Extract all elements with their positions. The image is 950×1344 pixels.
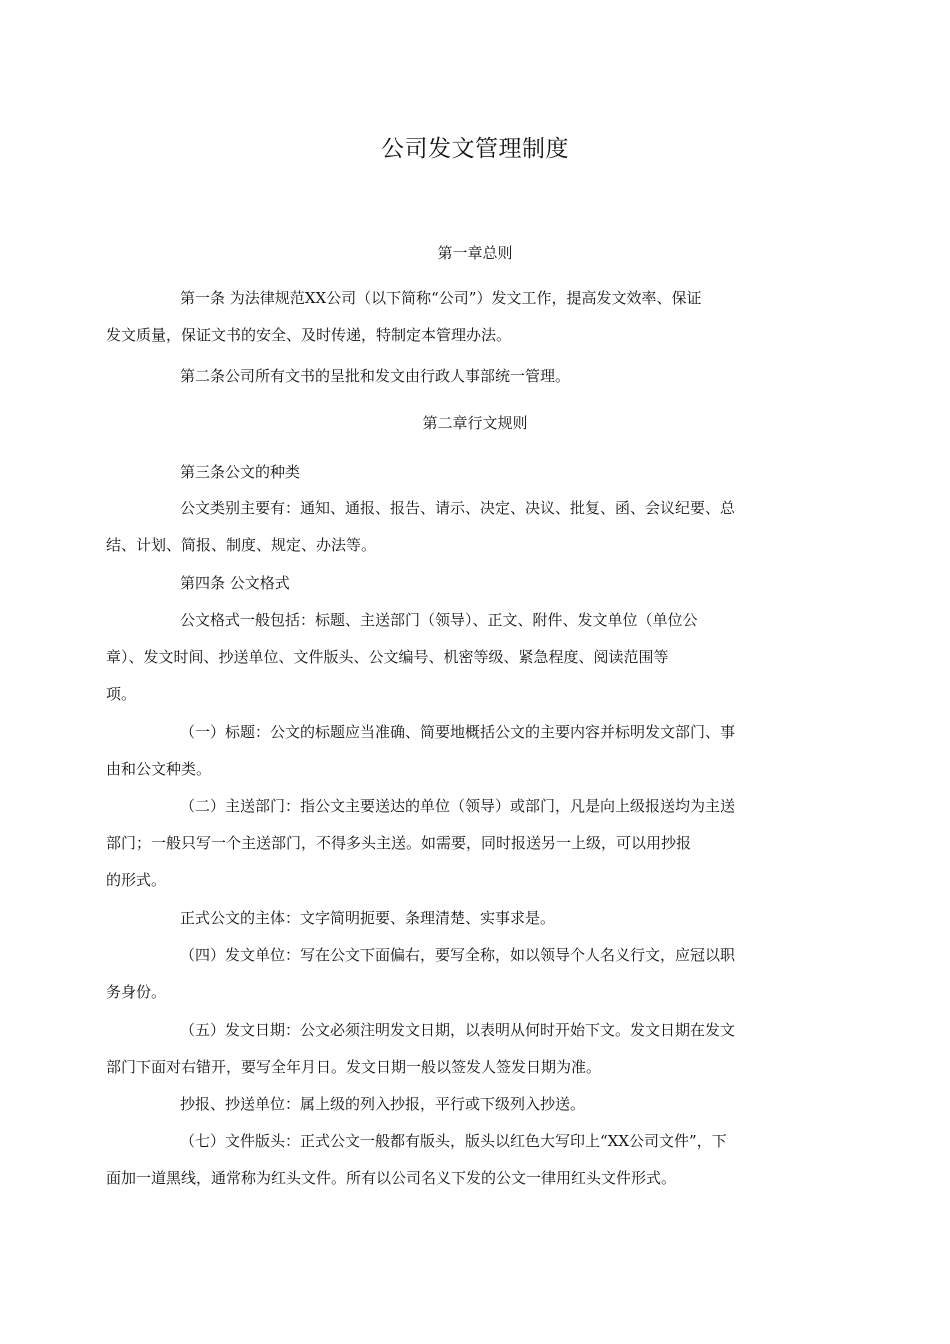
item-4-line-2: 务身份。 <box>106 983 167 1001</box>
item-2-line-1: （二）主送部门：指公文主要送达的单位（领导）或部门，凡是向上级报送均为主送 <box>180 797 736 815</box>
article-4 <box>143 565 815 602</box>
article-3 <box>143 454 815 491</box>
chapter-heading-2: 第二章行文规则 <box>422 414 528 432</box>
doc-types-line-1: 公文类别主要有：通知、通报、报告、请示、决定、决议、批复、函、会议纪要、总 <box>180 499 736 517</box>
article-2 <box>143 358 815 395</box>
item-1-line-1: （一）标题：公文的标题应当准确、简要地概括公文的主要内容并标明发文部门、事 <box>180 723 736 741</box>
item-5-line-1: （五）发文日期：公文必须注明发文日期，以表明从何时开始下文。发文日期在发文 <box>180 1021 736 1039</box>
item-3-line-1: 正式公文的主体：文字简明扼要、条理清楚、实事求是。 <box>180 909 556 927</box>
item-4-line-1: （四）发文单位：写在公文下面偏右，要写全称，如以领导个人名义行文，应冠以职 <box>180 946 736 964</box>
item-2-line-3: 的形式。 <box>106 871 167 889</box>
format-paragraph <box>106 602 815 713</box>
item-2-recipient <box>106 788 815 899</box>
item-7-line-1: （七）文件版头：正式公文一般都有版头，版头以红色大写印上“XX公司文件”，下 <box>180 1132 727 1150</box>
article-1-line-2: 发文质量，保证文书的安全、及时传递，特制定本管理办法。 <box>106 326 512 344</box>
article-4-line-1: 第四条 公文格式 <box>180 574 290 592</box>
article-1 <box>106 280 815 354</box>
article-1-line-1: 第一条 为法律规范XX公司（以下简称“公司”）发文工作，提高发文效率、保证 <box>180 289 702 307</box>
format-line-2: 章）、发文时间、抄送单位、文件版头、公文编号、机密等级、紧急程度、阅读范围等 <box>106 648 669 666</box>
item-6-cc <box>143 1086 815 1123</box>
item-2-line-2: 部门；一般只写一个主送部门，不得多头主送。如需要，同时报送另一上级，可以用抄报 <box>106 834 692 852</box>
article-2-line-1: 第二条公司所有文书的呈批和发文由行政人事部统一管理。 <box>180 367 571 385</box>
document-title: 公司发文管理制度 <box>381 136 569 162</box>
format-line-1: 公文格式一般包括：标题、主送部门（领导）、正文、附件、发文单位（单位公 <box>180 611 698 629</box>
item-1-line-2: 由和公文种类。 <box>106 760 212 778</box>
format-line-3: 项。 <box>106 685 137 703</box>
item-7-header <box>106 1123 815 1197</box>
doc-types-line-2: 结、计划、简报、制度、规定、办法等。 <box>106 536 377 554</box>
item-5-line-2: 部门下面对右错开，要写全年月日。发文日期一般以签发人签发日期为准。 <box>106 1058 602 1076</box>
item-4-issuer <box>106 937 815 1011</box>
item-5-date <box>106 1012 815 1086</box>
item-3-body <box>143 900 815 937</box>
article-3-line-1: 第三条公文的种类 <box>180 463 301 481</box>
item-7-line-2: 面加一道黑线，通常称为红头文件。所有以公司名义下发的公文一律用红头文件形式。 <box>106 1169 677 1187</box>
chapter-heading-1: 第一章总则 <box>437 244 513 262</box>
item-6-line-1: 抄报、抄送单位：属上级的列入抄报，平行或下级列入抄送。 <box>180 1095 586 1113</box>
item-1-title <box>106 714 815 788</box>
doc-types-paragraph <box>106 490 815 564</box>
